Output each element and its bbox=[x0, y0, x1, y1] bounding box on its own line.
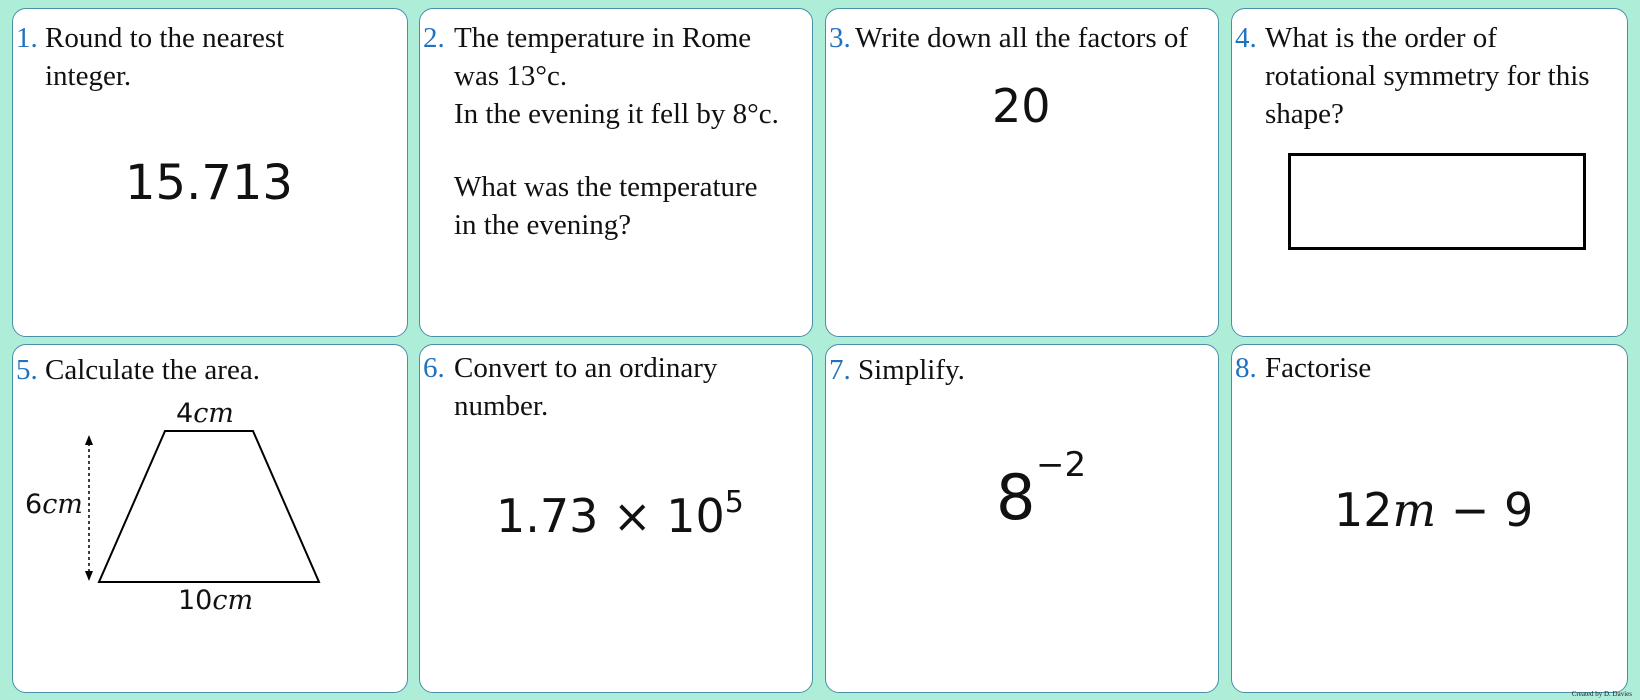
question-line: What is the order of bbox=[1265, 22, 1497, 54]
question-text bbox=[454, 19, 779, 244]
question-number: 2. bbox=[423, 22, 445, 54]
rectangle-shape bbox=[1288, 153, 1586, 250]
power-exponent: −2 bbox=[1036, 445, 1087, 485]
label-side: 6cm bbox=[25, 489, 83, 520]
question-card-8 bbox=[1231, 344, 1628, 693]
question-line: shape? bbox=[1265, 98, 1344, 130]
question-line: in the evening? bbox=[454, 209, 632, 241]
question-line: number. bbox=[454, 390, 549, 422]
question-text bbox=[454, 349, 717, 425]
question-line: rotational symmetry for this bbox=[1265, 60, 1590, 92]
question-text bbox=[855, 19, 1188, 57]
question-line: Round to the nearest bbox=[45, 22, 285, 54]
question-line bbox=[454, 133, 779, 168]
question-line: integer. bbox=[45, 60, 132, 92]
height-arrow-head-top bbox=[85, 435, 93, 445]
credit-text: Created by D. Davies bbox=[1571, 690, 1632, 698]
question-text bbox=[45, 19, 284, 95]
height-arrow-head-bottom bbox=[85, 571, 93, 581]
question-number: 6. bbox=[423, 352, 445, 384]
question-line: Write down all the factors of bbox=[855, 22, 1189, 54]
number-to-round: 15.713 bbox=[125, 155, 293, 211]
question-line: Factorise bbox=[1265, 352, 1372, 384]
question-number: 3. bbox=[829, 22, 851, 54]
question-line: was 13°c. bbox=[454, 60, 568, 92]
question-card-5 bbox=[12, 344, 408, 693]
question-number: 4. bbox=[1235, 22, 1257, 54]
question-line: Convert to an ordinary bbox=[454, 352, 718, 384]
question-text bbox=[858, 351, 965, 389]
expression-to-factorise: 12m − 9 bbox=[1334, 483, 1534, 537]
question-number: 1. bbox=[16, 22, 38, 54]
question-line: The temperature in Rome bbox=[454, 22, 752, 54]
question-card-3 bbox=[825, 8, 1219, 337]
question-line: In the evening it fell by 8°c. bbox=[454, 98, 779, 130]
question-line: Calculate the area. bbox=[45, 354, 260, 386]
label-bottom: 10cm bbox=[178, 585, 254, 616]
trapezium-shape bbox=[99, 431, 319, 582]
standard-form-number: $1.73 \times 10^5$ bbox=[496, 485, 744, 543]
factor-number: 20 bbox=[992, 79, 1051, 133]
label-top: 4cm bbox=[176, 398, 234, 429]
question-line: What was the temperature bbox=[454, 171, 758, 203]
question-line: Simplify. bbox=[858, 354, 965, 386]
question-text bbox=[1265, 19, 1590, 133]
question-text bbox=[1265, 349, 1371, 387]
power-base: 8 bbox=[996, 461, 1036, 534]
question-card-7 bbox=[825, 344, 1219, 693]
question-number: 5. bbox=[16, 354, 38, 386]
question-card-1 bbox=[12, 8, 408, 337]
question-number: 8. bbox=[1235, 352, 1257, 384]
question-card-4 bbox=[1231, 8, 1628, 337]
question-card-2 bbox=[419, 8, 813, 337]
question-number: 7. bbox=[829, 354, 851, 386]
question-card-6 bbox=[419, 344, 813, 693]
